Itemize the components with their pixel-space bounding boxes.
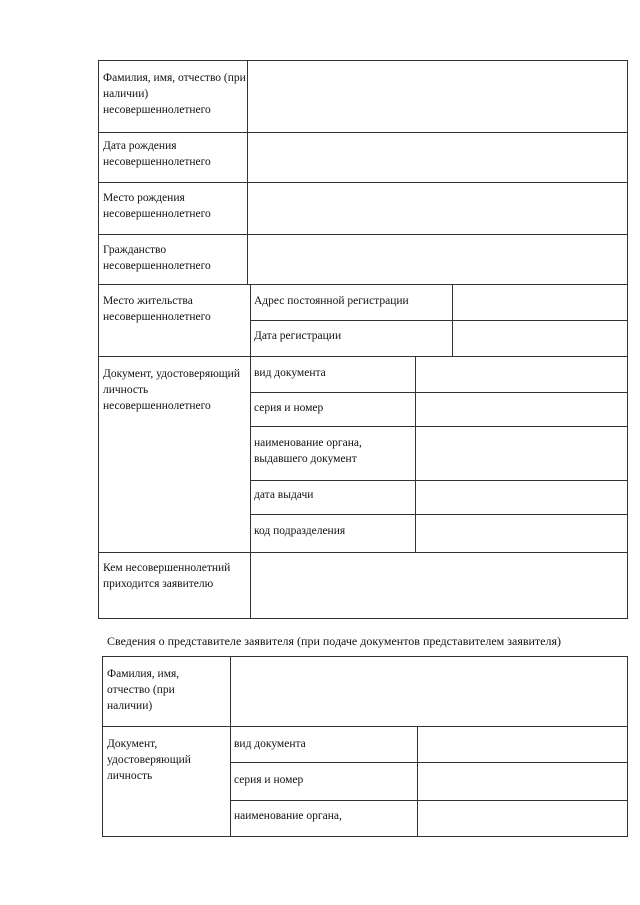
table-line <box>102 656 628 657</box>
table-line <box>250 514 628 515</box>
rep-full-name-label: Фамилия, имя, отчество (при наличии) <box>107 668 180 712</box>
table-line <box>230 800 628 801</box>
table-line <box>102 726 628 727</box>
table-line <box>102 656 103 836</box>
table-line <box>250 426 628 427</box>
table-line <box>98 356 628 357</box>
id-document-label: Документ, удостоверяющий личность несовершеннолетнего <box>103 368 240 412</box>
birth-place-label: Место рождения несовершеннолетнего <box>103 192 211 220</box>
table-line <box>102 836 628 837</box>
table-line <box>98 132 628 133</box>
table-line <box>250 392 628 393</box>
doc-issuer-label: наименование органа, выдавшего документ <box>254 437 362 465</box>
table-line <box>98 552 628 553</box>
table-line <box>627 656 628 836</box>
table-line <box>98 60 628 61</box>
rep-doc-type-label: вид документа <box>234 738 306 750</box>
doc-series-label: серия и номер <box>254 402 324 414</box>
table-line <box>230 762 628 763</box>
reg-date-label: Дата регистрации <box>254 330 342 342</box>
rep-doc-series-label: серия и номер <box>234 774 304 786</box>
representative-caption: Сведения о представителе заявителя (при подаче документов представителем заявителя) <box>107 634 562 648</box>
table-line <box>98 618 628 619</box>
relation-label: Кем несовершеннолетний приходится заявителю <box>103 562 231 590</box>
birth-date-label: Дата рождения несовершеннолетнего <box>103 140 211 168</box>
table-line <box>98 234 628 235</box>
table-line <box>98 60 99 618</box>
table-line <box>452 284 453 356</box>
table-line <box>250 320 628 321</box>
table-line <box>98 284 628 285</box>
reg-address-label: Адрес постоянной регистрации <box>254 295 409 307</box>
table-line <box>415 356 416 552</box>
table-line <box>250 284 251 618</box>
rep-doc-issuer-label: наименование органа, <box>234 810 342 822</box>
doc-code-label: код подразделения <box>254 525 346 537</box>
rep-id-document-label: Документ, удостоверяющий личность <box>107 738 191 782</box>
table-line <box>627 60 628 618</box>
residence-label: Место жительства несовершеннолетнего <box>103 295 211 323</box>
table-line <box>417 726 418 836</box>
full-name-label: Фамилия, имя, отчество (при наличии) несовершеннолетнего <box>103 72 246 116</box>
table-line <box>98 182 628 183</box>
table-line <box>250 480 628 481</box>
doc-type-label: вид документа <box>254 367 326 379</box>
doc-date-label: дата выдачи <box>254 489 314 501</box>
table-line <box>230 656 231 836</box>
citizenship-label: Гражданство несовершеннолетнего <box>103 244 211 272</box>
